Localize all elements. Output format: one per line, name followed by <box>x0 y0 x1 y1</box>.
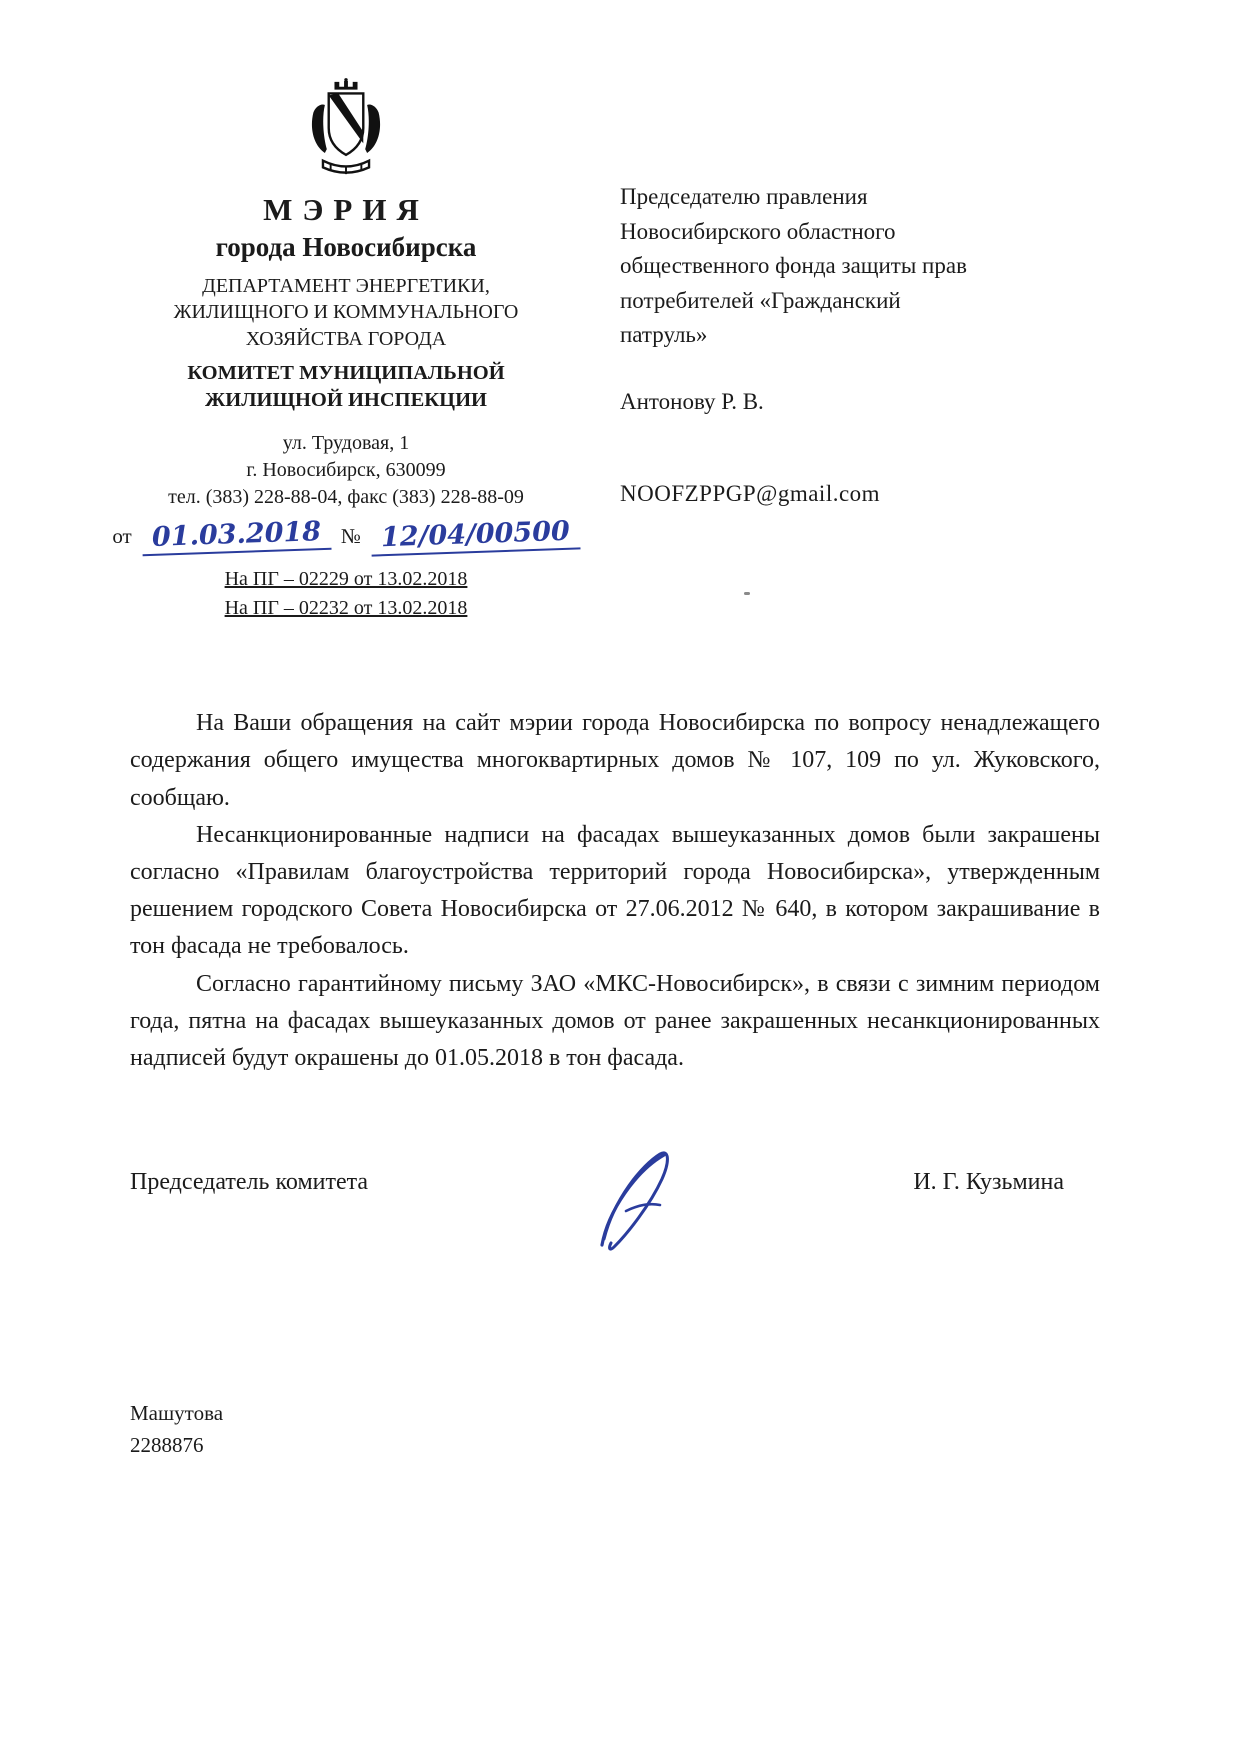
scan-artifact <box>744 592 750 595</box>
address-line: г. Новосибирск, 630099 <box>246 459 446 482</box>
handwritten-number: 12/04/00500 <box>370 516 580 557</box>
recipient-name: Антонову Р. В. <box>620 388 764 414</box>
recipient-line: потребителей «Гражданский <box>620 287 901 313</box>
department-line: ДЕПАРТАМЕНТ ЭНЕРГЕТИКИ, <box>202 275 490 297</box>
executor-block <box>130 1398 223 1461</box>
reference-line: На ПГ – 02232 от 13.02.2018 <box>224 597 468 620</box>
letterhead <box>112 78 1100 623</box>
handwritten-signature-icon <box>566 1141 716 1261</box>
department-line: ХОЗЯЙСТВА ГОРОДА <box>245 327 447 350</box>
handwritten-date: 01.03.2018 <box>141 516 331 557</box>
sender-org-name: МЭРИЯ <box>263 192 429 227</box>
recipient-line: Председателю правления <box>620 184 868 209</box>
sender-committee <box>130 360 562 414</box>
sender-address <box>130 430 562 484</box>
date-label: от <box>112 524 132 549</box>
novosibirsk-coat-of-arms-icon <box>298 78 394 178</box>
number-label: № <box>340 524 361 549</box>
committee-line: ЖИЛИЩНОЙ ИНСПЕКЦИИ <box>205 389 487 412</box>
executor-name: Машутова <box>130 1401 224 1425</box>
recipient-email: NOOFZPPGP@gmail.com <box>620 481 881 506</box>
signer-name: И. Г. Кузьмина <box>913 1169 1064 1196</box>
sender-department <box>130 273 562 352</box>
outgoing-date-number-row <box>112 515 571 554</box>
reference-numbers <box>130 565 562 623</box>
sender-block <box>112 78 571 623</box>
body-paragraph: Несанкционированные надписи на фасадах вышеуказанных домов были закрашены согласно «Правилам благоустройства территорий города Новосибирска», утвержденным решением городского Совета Новосибирска от 27.06.2012 № 640, в котором закрашивание в тон фасада не требовалось. <box>130 821 1100 960</box>
signature-row <box>130 1169 1100 1261</box>
recipient-line: Новосибирского областного <box>620 218 896 244</box>
recipient-line: общественного фонда защиты прав <box>620 253 967 278</box>
committee-line: КОМИТЕТ МУНИЦИПАЛЬНОЙ <box>187 362 505 385</box>
sender-org-city: города Новосибирска <box>215 232 477 262</box>
body-paragraph: На Ваши обращения на сайт мэрии города Новосибирска по вопросу ненадлежащего содержания общего имущества многоквартирных домов № 107, 109 по ул. Жуковского, сообщаю. <box>130 710 1100 811</box>
recipient-block <box>620 180 1090 512</box>
recipient-line: патруль» <box>620 322 708 347</box>
signer-position: Председатель комитета <box>130 1169 369 1196</box>
reference-line: На ПГ – 02229 от 13.02.2018 <box>224 568 468 591</box>
sender-phone: тел. (383) 228-88-04, факс (383) 228-88-09 <box>168 486 524 509</box>
department-line: ЖИЛИЩНОГО И КОММУНАЛЬНОГО <box>173 301 519 324</box>
body-paragraph: Согласно гарантийному письму ЗАО «МКС-Новосибирск», в связи с зимним периодом года, пятна на фасадах вышеуказанных домов от ранее закрашенных несанкционированных надписей будут окрашены до 01.05.2018 в тон фасада. <box>130 970 1100 1071</box>
executor-phone: 2288876 <box>130 1432 204 1457</box>
address-line: ул. Трудовая, 1 <box>282 432 410 455</box>
letter-body <box>130 705 1100 1077</box>
signature-image-wrap <box>368 1141 913 1261</box>
emblem-wrap <box>130 78 562 178</box>
